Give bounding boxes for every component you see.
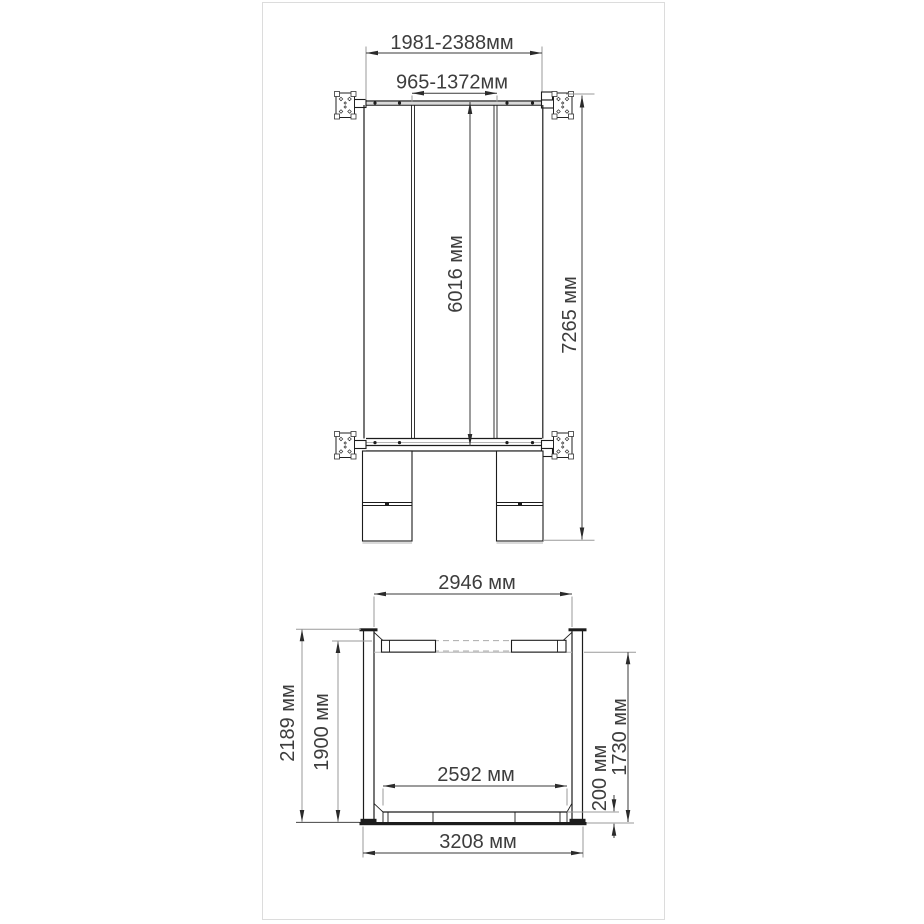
front-floor xyxy=(296,819,634,825)
front-floor-tray xyxy=(374,804,571,822)
dim-front-tray-width-label: 2592 мм xyxy=(437,764,515,786)
front-top-crossbeam xyxy=(374,633,572,653)
dim-plan-overall-length-label: 7265 мм xyxy=(559,276,581,354)
dim-front-base-width xyxy=(363,827,583,858)
plan-ramps xyxy=(363,451,544,543)
dim-plan-inner-width xyxy=(396,72,508,103)
dim-plan-outer-width-label: 1981-2388мм xyxy=(390,32,514,54)
front-view xyxy=(277,572,636,858)
dim-front-tray-width xyxy=(383,764,567,806)
dim-front-overall-height-label: 2189 мм xyxy=(277,684,299,762)
dim-plan-runway-length-label: 6016 мм xyxy=(445,235,467,313)
dim-front-clear-height-label: 1730 мм xyxy=(609,698,631,776)
dim-front-top-width-label: 2946 мм xyxy=(438,572,516,594)
plan-view xyxy=(335,32,595,543)
base-plate xyxy=(335,92,357,120)
base-plate xyxy=(335,432,357,460)
dim-front-top-width xyxy=(374,572,572,627)
dim-plan-overall-length xyxy=(543,94,595,540)
dim-front-under-beam-height-label: 1900 мм xyxy=(311,693,333,771)
dim-front-under-beam-height xyxy=(311,641,372,822)
front-posts xyxy=(360,628,587,822)
plan-top-crossbeam xyxy=(366,101,542,105)
dim-front-base-width-label: 3208 мм xyxy=(439,831,517,853)
plan-bottom-crossbeam xyxy=(366,439,542,452)
dim-front-tray-height-label: 200 мм xyxy=(589,744,611,812)
dim-plan-inner-width-label: 965-1372мм xyxy=(395,71,509,94)
base-plate xyxy=(552,432,574,460)
dim-plan-runway-length xyxy=(445,102,470,446)
base-plate xyxy=(552,92,574,120)
